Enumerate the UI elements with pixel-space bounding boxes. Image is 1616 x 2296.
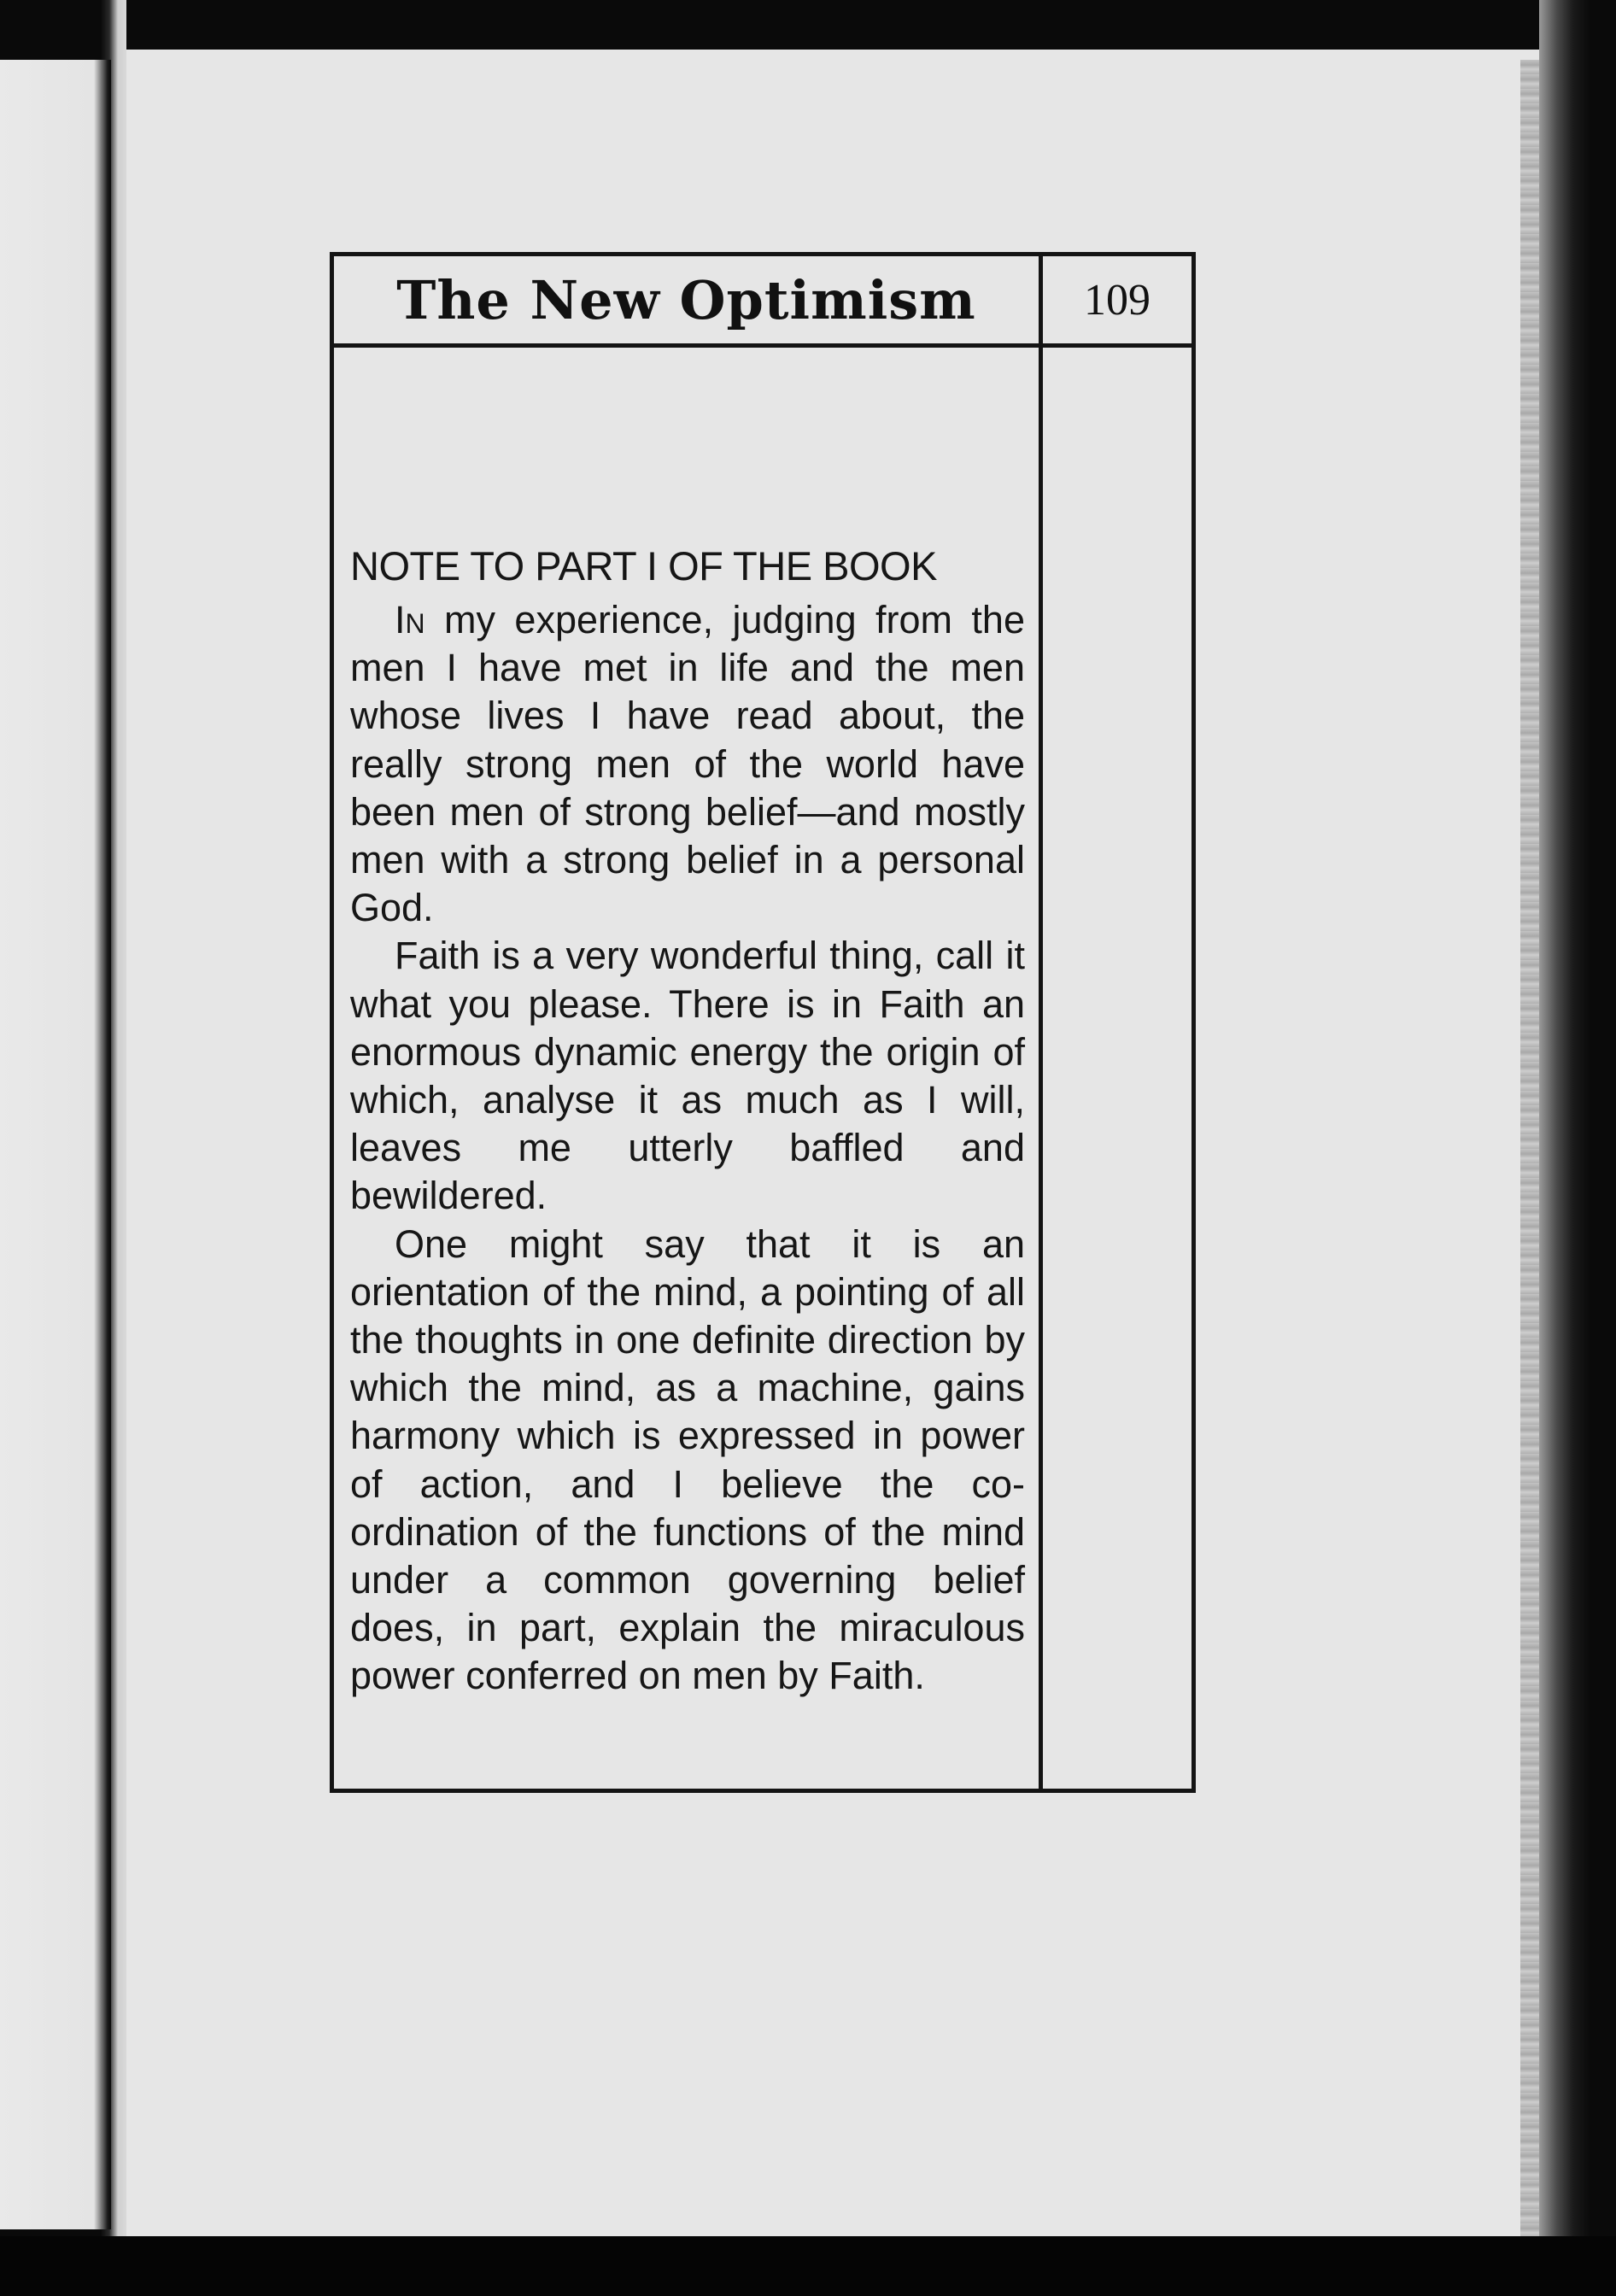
page-number: 109 <box>1084 275 1151 325</box>
header-rule <box>330 343 1196 348</box>
drop-lead-word: In <box>395 598 425 641</box>
paragraph-1-text: my experience, judging from the men I have met in life and the men whose lives I have read about, the really strong men of the world have been men of strong belief—and mostly men with a strong belief in a personal God. <box>350 598 1025 930</box>
paragraph-1 <box>350 596 1025 932</box>
running-title: The New Optimism <box>396 268 976 331</box>
paragraph-3: One might say that it is an orientation of the mind, a pointing of all the thoughts in one definite direction by which the mind, as a machine, gains harmony which is expressed in power of action, and I believe the co-ordination of the functions of the mind under a common governing belief does, in part, explain the miraculous power conferred on men by Faith. <box>350 1221 1025 1698</box>
text-column <box>350 538 1025 1701</box>
bottom-scan-border <box>0 2236 1616 2296</box>
right-edge-shadow <box>1539 0 1616 2296</box>
facing-page-edge <box>0 60 111 2229</box>
margin-column-rule <box>1039 252 1043 1793</box>
paragraph-2: Faith is a very wonderful thing, call it what you please. There is in Faith an enormous dynamic energy the origin of which, analyse it as much as I will, leaves me utterly baffled and bewildered. <box>350 934 1025 1218</box>
section-heading: NOTE TO PART I OF THE BOOK <box>350 543 937 589</box>
